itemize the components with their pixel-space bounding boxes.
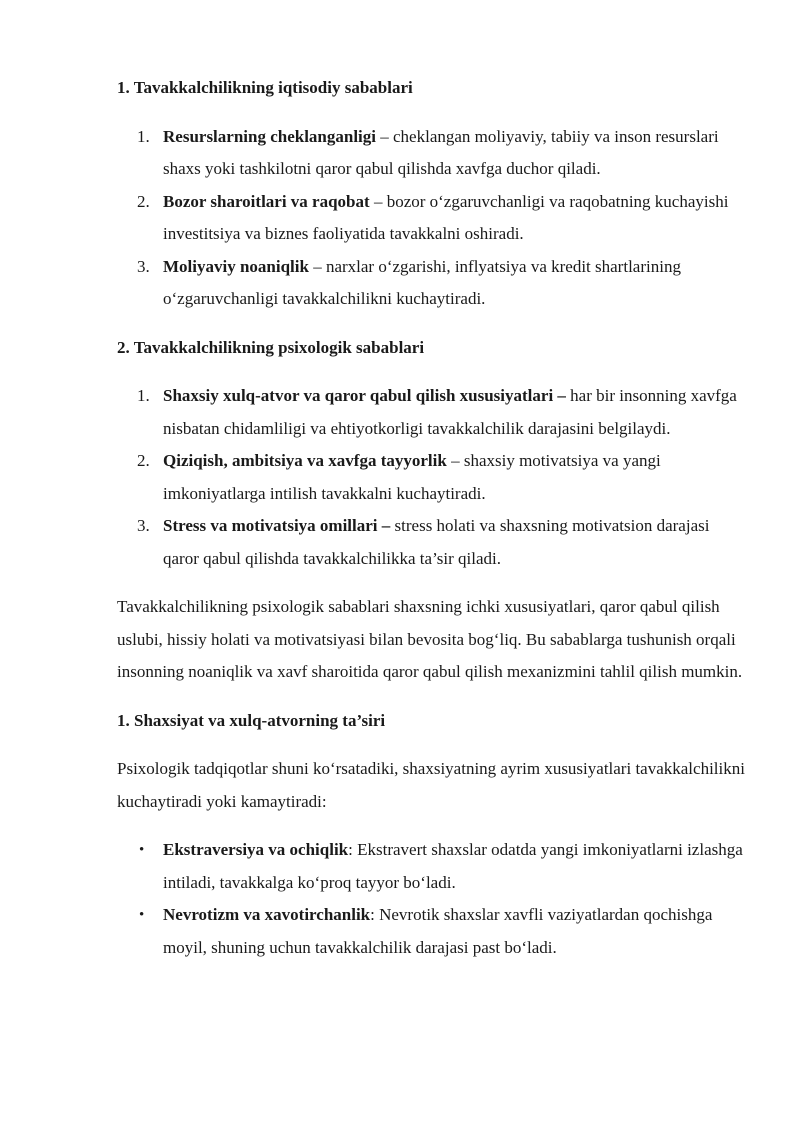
list-item	[117, 445, 747, 510]
list-item	[117, 251, 747, 316]
list-number: 3.	[137, 256, 150, 276]
item-term: Stress va motivatsiya omillari –	[163, 516, 391, 535]
list-number: 2.	[137, 191, 150, 211]
item-term: Nevrotizm va xavotirchanlik	[163, 905, 371, 924]
body-paragraph: Psixologik tadqiqotlar shuni ko‘rsatadiki, shaxsiyatning ayrim xususiyatlari tavakkalchilikni kuchaytiradi yoki kamaytiradi:	[117, 759, 745, 811]
item-term: Bozor sharoitlari va raqobat	[163, 191, 370, 211]
document-page	[117, 72, 747, 980]
item-term: Qiziqish, ambitsiya va xavfga tayyorlik	[163, 451, 447, 470]
item-term: Resurslarning cheklanganligi	[163, 126, 377, 146]
list-item	[117, 899, 747, 964]
list-item	[117, 510, 747, 575]
item-text: – narxlar o‘zgarishi, inflyatsiya va kredit shartlarining o‘zgaruvchanligi tavakkalchilikni kuchaytiradi.	[163, 256, 681, 308]
economic-reasons-list	[117, 121, 747, 316]
item-text: – shaxsiy motivatsiya va yangi imkoniyatlarga intilish tavakkalni kuchaytiradi.	[163, 451, 661, 503]
list-item	[117, 186, 747, 251]
list-number: 3.	[137, 516, 150, 535]
item-text: har bir insonning xavfga nisbatan chidamliligi va ehtiyotkorligi tavakkalchilik darajasini belgilaydi.	[163, 386, 737, 438]
list-number: 2.	[137, 451, 150, 470]
list-item	[117, 121, 747, 186]
bullet-icon: •	[139, 842, 145, 858]
bullet-icon: •	[139, 907, 145, 923]
list-number: 1.	[137, 126, 150, 146]
item-text: stress holati va shaxsning motivatsion darajasi qaror qabul qilishda tavakkalchilikka ta’sir qiladi.	[163, 516, 710, 568]
item-term: Shaxsiy xulq-atvor va qaror qabul qilish xususiyatlari –	[163, 386, 566, 405]
item-text: – bozor o‘zgaruvchanligi va raqobatning kuchayishi investitsiya va biznes faoliyatida tavakkalni oshiradi.	[163, 191, 729, 243]
list-item	[117, 834, 747, 899]
item-term: Ekstraversiya va ochiqlik	[163, 840, 349, 859]
item-term: Moliyaviy noaniqlik	[163, 256, 309, 276]
item-text: – cheklangan moliyaviy, tabiiy va inson resurslari shaxs yoki tashkilotni qaror qabul qilishda xavfga duchor qiladi.	[163, 126, 719, 178]
item-text: : Nevrotik shaxslar xavfli vaziyatlardan qochishga moyil, shuning uchun tavakkalchilik darajasi past bo‘ladi.	[163, 905, 713, 957]
section-heading-psychological: 2. Tavakkalchilikning psixologik sabablari	[117, 337, 425, 357]
body-paragraph: Tavakkalchilikning psixologik sabablari shaxsning ichki xususiyatlari, qaror qabul qilish uslubi, hissiy holati va motivatsiyasi bilan bevosita bog‘liq. Bu sabablarga tushunish orqali insonning noaniqlik va xavf sharoitida qaror qabul qilish mexanizmini tahlil qilish mumkin.	[117, 597, 743, 681]
list-number: 1.	[137, 386, 150, 405]
item-text: : Ekstravert shaxslar odatda yangi imkoniyatlarni izlashga intiladi, tavakkalga ko‘proq tayyor bo‘ladi.	[163, 840, 743, 892]
section-heading-economic: 1. Tavakkalchilikning iqtisodiy sabablari	[117, 78, 413, 97]
list-item	[117, 380, 747, 445]
psychological-reasons-list	[117, 380, 747, 575]
section-heading-personality: 1. Shaxsiyat va xulq-atvorning ta’siri	[117, 710, 386, 730]
personality-traits-list	[117, 834, 747, 964]
